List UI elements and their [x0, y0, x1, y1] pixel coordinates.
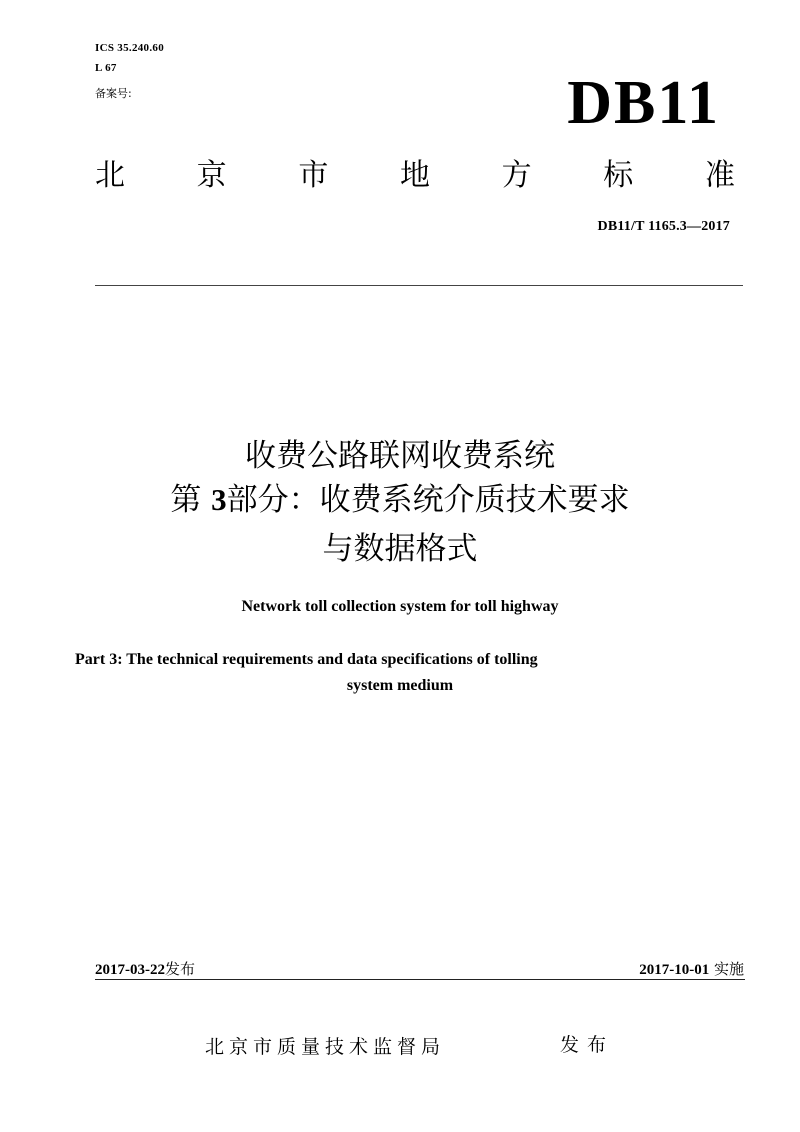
implement-date-value: 2017-10-01 [639, 962, 710, 978]
title-cn-line-2 [0, 478, 800, 522]
header-divider [95, 285, 743, 286]
implement-label: 实施 [713, 960, 744, 978]
issuing-authority: 北京市质量技术监督局 [205, 1036, 446, 1058]
footer-divider [95, 979, 745, 980]
filing-number-label: 备案号: [95, 87, 132, 100]
standard-char: 方 [501, 158, 532, 193]
standard-char: 北 [95, 158, 125, 193]
title-part-number: 3 [211, 482, 227, 517]
title-cn-line-3: 与数据格式 [322, 531, 478, 567]
clc-code: L 67 [95, 62, 117, 74]
title-en-line-2: Part 3: The technical requirements and data specifications of tolling [75, 651, 538, 668]
standard-char: 市 [298, 158, 329, 193]
title-en-line-1: Network toll collection system for toll highway [241, 598, 559, 615]
standard-char: 准 [704, 158, 735, 193]
title-cn-line-1: 收费公路联网收费系统 [245, 438, 555, 474]
standard-number: DB11/T 1165.3—2017 [597, 219, 730, 234]
standard-type-heading [95, 156, 735, 196]
standard-char: 地 [399, 158, 430, 193]
issue-label: 发布 [560, 1034, 615, 1056]
standard-char: 标 [603, 158, 634, 193]
release-date-value: 2017-03-22 [95, 962, 165, 978]
release-date [95, 958, 195, 979]
release-label: 发布 [165, 960, 196, 978]
title-part-suffix: 部分：收费系统介质技术要求 [226, 482, 630, 518]
db-logo: DB11 [567, 69, 720, 137]
implement-date [639, 958, 744, 979]
title-en-line-3: system medium [346, 677, 454, 694]
ics-code: ICS 35.240.60 [95, 42, 164, 54]
standard-char: 京 [196, 158, 227, 193]
title-part-prefix: 第 [170, 482, 202, 518]
